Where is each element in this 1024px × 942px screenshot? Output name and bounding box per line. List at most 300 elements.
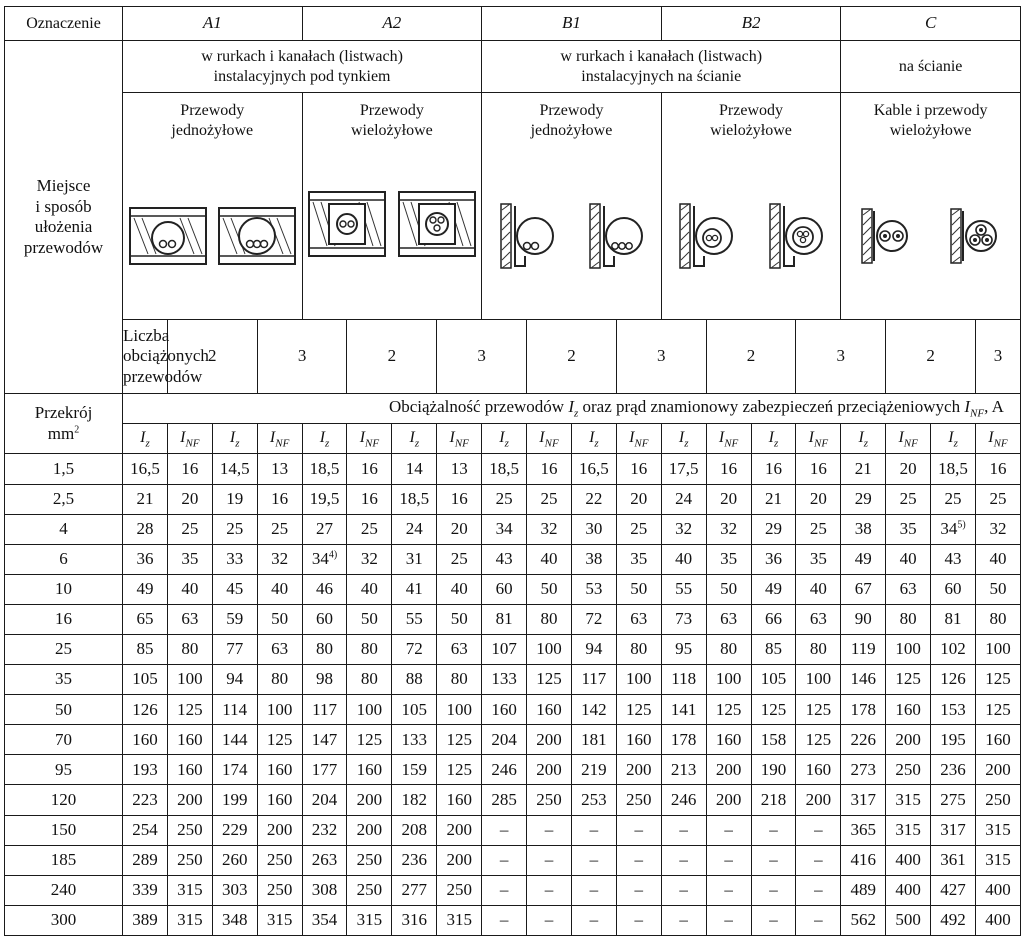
- cell-value: 100: [177, 669, 203, 689]
- col-symbol-sub: NF: [724, 437, 739, 450]
- cell-value: 100: [895, 639, 921, 659]
- table-cell: [616, 755, 661, 785]
- table-cell: [841, 604, 886, 634]
- table-cell: [482, 755, 527, 785]
- cell-value: 142: [581, 699, 607, 719]
- cross-section-value: 6: [5, 544, 123, 574]
- table-cell: [167, 574, 212, 604]
- cell-value: 100: [805, 669, 832, 689]
- table-cell: [931, 875, 976, 905]
- cell-value: 100: [626, 669, 652, 689]
- cell-value: 50: [720, 579, 738, 599]
- table-cell: [571, 454, 616, 484]
- table-cell: [886, 725, 931, 755]
- cell-value: 160: [805, 759, 832, 779]
- cell-value: 31: [405, 549, 423, 569]
- table-cell: [212, 725, 257, 755]
- table-cell: [975, 785, 1020, 815]
- desc-line: w rurkach i kanałach (listwach): [201, 47, 403, 65]
- cell-value: –: [724, 819, 733, 839]
- cell-value: 14,5: [219, 458, 250, 478]
- cell-value: 35: [809, 549, 827, 569]
- cell-value: 67: [854, 579, 872, 599]
- table-cell: [751, 875, 796, 905]
- cell-value: 223: [132, 789, 158, 809]
- col-symbol-sub: NF: [903, 437, 918, 450]
- table-cell: [392, 875, 437, 905]
- table-cell: [123, 484, 168, 514]
- table-cell: [706, 815, 751, 845]
- cell-value: –: [499, 880, 509, 900]
- cell-value: 389: [132, 910, 158, 930]
- col-header-iz: [212, 424, 257, 454]
- table-cell: [975, 604, 1020, 634]
- col-header-iz: [123, 424, 168, 454]
- footnote-mark: 4): [328, 549, 338, 561]
- table-cell: [527, 755, 572, 785]
- type-line: wielożyłowe: [710, 122, 792, 140]
- cell-value: 33: [226, 549, 244, 569]
- cell-value: 263: [311, 849, 338, 869]
- table-cell: [886, 484, 931, 514]
- cell-value: 63: [630, 609, 648, 629]
- cell-value: 40: [809, 579, 827, 599]
- table-cell: [796, 905, 841, 935]
- cross-section-value: 10: [5, 574, 123, 604]
- cell-value: 273: [850, 759, 876, 779]
- cell-value: 25: [495, 488, 513, 508]
- cell-value: 20: [899, 458, 917, 478]
- cross-section-value: 95: [5, 755, 123, 785]
- table-cell: [212, 634, 257, 664]
- table-cell: [571, 574, 616, 604]
- cell-value: 59: [226, 609, 244, 629]
- table-cell: [661, 604, 706, 634]
- table-cell: [931, 755, 976, 785]
- col-symbol-sub: z: [414, 437, 420, 450]
- type-line: Kable i przewody: [873, 102, 988, 120]
- table-cell: [886, 574, 931, 604]
- table-cell: [257, 454, 302, 484]
- cell-value: 20: [181, 488, 199, 508]
- table-cell: [796, 665, 841, 695]
- table-row: [5, 905, 1021, 935]
- col-symbol-sub: NF: [365, 437, 380, 450]
- cell-value: 24: [405, 518, 423, 538]
- col-header-iz: [392, 424, 437, 454]
- table-cell: [931, 574, 976, 604]
- table-cell: [571, 544, 616, 574]
- cell-value: –: [769, 880, 778, 900]
- cell-value: 80: [989, 609, 1007, 629]
- table-cell: [302, 604, 347, 634]
- cell-value: 18,5: [938, 458, 968, 478]
- table-cell: [123, 725, 168, 755]
- caption-part: , A: [984, 396, 1004, 416]
- table-cell: [661, 574, 706, 604]
- table-cell: [931, 544, 976, 574]
- table-cell: [257, 544, 302, 574]
- table-cell: [886, 604, 931, 634]
- cable-on-wall-icon: [856, 203, 916, 269]
- cell-value: 229: [221, 819, 248, 839]
- cell-value: 60: [495, 579, 513, 599]
- cell-value: 246: [491, 759, 517, 779]
- desc-line: instalacyjnych pod tynkiem: [213, 67, 391, 85]
- table-cell: [302, 544, 347, 574]
- table-cell: [796, 875, 841, 905]
- cell-value: 232: [311, 819, 338, 839]
- cell-value: 16: [181, 458, 199, 478]
- table-row: [5, 604, 1021, 634]
- col-header-inf: [167, 424, 212, 454]
- cell-value: 158: [760, 729, 787, 749]
- type-line: Przewody: [359, 102, 424, 120]
- table-cell: [302, 905, 347, 935]
- cell-value: 200: [266, 819, 293, 839]
- on-wall-ducts-desc: [482, 41, 841, 93]
- cell-value: 73: [675, 609, 693, 629]
- table-cell: [347, 604, 392, 634]
- cell-value: 315: [985, 849, 1011, 869]
- cell-value: 49: [854, 549, 872, 569]
- cell-value: 160: [715, 729, 742, 749]
- cell-value: 117: [581, 669, 607, 689]
- col-symbol-sub: z: [773, 437, 779, 450]
- table-cell: [706, 484, 751, 514]
- table-cell: [527, 484, 572, 514]
- table-cell: [392, 574, 437, 604]
- cell-value: 72: [585, 609, 603, 629]
- table-cell: [975, 544, 1020, 574]
- col-symbol-sub: z: [325, 437, 330, 450]
- cell-value: 18,5: [489, 458, 519, 478]
- table-cell: [571, 695, 616, 725]
- cell-value: 181: [581, 729, 607, 749]
- table-cell: [527, 875, 572, 905]
- table-cell: [751, 905, 796, 935]
- cell-value: 25: [540, 488, 558, 508]
- cell-value: 16: [809, 458, 827, 478]
- loaded-label-line: przewodów: [123, 366, 203, 386]
- table-cell: [975, 905, 1020, 935]
- multicore-in-plaster-icon: [307, 190, 387, 258]
- cell-value: 316: [401, 910, 428, 930]
- table-cell: [571, 845, 616, 875]
- cell-value: 107: [491, 639, 517, 659]
- col-symbol-sub: z: [235, 437, 240, 450]
- cell-value: 160: [177, 729, 203, 749]
- table-row: [5, 574, 1021, 604]
- cell-value: –: [634, 819, 644, 839]
- cell-value: 254: [132, 819, 158, 839]
- cell-value: 182: [401, 789, 428, 809]
- cell-value: 400: [895, 849, 921, 869]
- loaded-label-line: Liczba: [123, 326, 170, 346]
- cross-section-value: 16: [5, 604, 123, 634]
- table-cell: [975, 815, 1020, 845]
- table-cell: [571, 905, 616, 935]
- table-cell: [886, 785, 931, 815]
- table-cell: [212, 815, 257, 845]
- table-cell: [437, 695, 482, 725]
- unit-sup: 2: [74, 424, 80, 436]
- cell-value: 32: [675, 518, 693, 538]
- cell-value: 80: [181, 639, 199, 659]
- table-cell: [616, 454, 661, 484]
- cell-value: 16: [360, 458, 378, 478]
- cell-value: 46: [316, 579, 334, 599]
- cell-value: 80: [540, 609, 558, 629]
- table-cell: [796, 845, 841, 875]
- col-symbol-sub: z: [594, 437, 599, 450]
- table-cell: [123, 574, 168, 604]
- cross-section-value: 25: [5, 634, 123, 664]
- table-cell: [167, 755, 212, 785]
- cell-value: 16: [540, 458, 558, 478]
- cell-value: 40: [271, 579, 289, 599]
- table-cell: [302, 695, 347, 725]
- table-cell: [796, 604, 841, 634]
- type-a1: [123, 93, 303, 320]
- table-cell: [167, 544, 212, 574]
- table-cell: [167, 634, 212, 664]
- table-cell: [167, 845, 212, 875]
- col-header-iz: [751, 424, 796, 454]
- col-header-iz: [571, 424, 616, 454]
- table-cell: [751, 574, 796, 604]
- cell-value: 21: [764, 488, 782, 508]
- cell-value: 25: [899, 488, 917, 508]
- conduit-in-plaster-icon: [128, 204, 208, 268]
- cell-value: 277: [401, 880, 428, 900]
- desc-line: instalacyjnych na ścianie: [581, 67, 742, 85]
- cell-value: 317: [940, 819, 966, 839]
- cell-value: 178: [670, 729, 697, 749]
- cell-value: 126: [132, 699, 158, 719]
- col-symbol: I: [539, 429, 545, 447]
- table-cell: [482, 905, 527, 935]
- cell-value: 125: [805, 699, 832, 719]
- table-cell: [527, 514, 572, 544]
- type-line: jednożyłowe: [171, 122, 254, 140]
- table-cell: [841, 785, 886, 815]
- cell-value: 85: [136, 639, 154, 659]
- table-cell: [706, 544, 751, 574]
- table-cell: [123, 604, 168, 634]
- col-symbol-sub: NF: [185, 437, 200, 450]
- table-row: [5, 484, 1021, 514]
- table-cell: [257, 725, 302, 755]
- table-cell: [751, 725, 796, 755]
- cell-value: 16: [989, 458, 1007, 478]
- cell-value: 29: [854, 488, 872, 508]
- caption-part: oraz prąd znamionowy zabezpieczeń przeciążeniowych: [578, 396, 965, 416]
- table-cell: [437, 634, 482, 664]
- cell-value: 160: [446, 789, 472, 809]
- placement-label: [5, 41, 123, 394]
- table-cell: [167, 514, 212, 544]
- table-cell: [302, 785, 347, 815]
- cell-value: 88: [405, 669, 423, 689]
- table-cell: [751, 665, 796, 695]
- table-cell: [257, 785, 302, 815]
- cell-value: 193: [132, 759, 158, 779]
- cell-value: 146: [850, 669, 876, 689]
- cell-value: 427: [940, 880, 966, 900]
- table-cell: [123, 695, 168, 725]
- table-cell: [706, 845, 751, 875]
- table-cell: [392, 544, 437, 574]
- cell-value: 125: [356, 729, 383, 749]
- table-cell: [931, 484, 976, 514]
- cell-value: 118: [671, 669, 697, 689]
- cross-section-label: [5, 394, 123, 454]
- table-cell: [571, 725, 616, 755]
- table-cell: [392, 454, 437, 484]
- cell-value: 200: [715, 759, 742, 779]
- col-header-inf: [437, 424, 482, 454]
- cell-value: 25: [360, 518, 378, 538]
- table-cell: [616, 484, 661, 514]
- table-cell: [257, 905, 302, 935]
- table-cell: [167, 725, 212, 755]
- caption-iz: I: [568, 396, 574, 416]
- col-header-iz: [302, 424, 347, 454]
- table-cell: [975, 755, 1020, 785]
- col-symbol-sub: NF: [993, 437, 1008, 450]
- table-cell: [167, 785, 212, 815]
- cell-value: –: [724, 910, 733, 930]
- table-cell: [167, 454, 212, 484]
- table-cell: [706, 875, 751, 905]
- table-cell: [347, 514, 392, 544]
- table-cell: [437, 725, 482, 755]
- table-cell: [302, 454, 347, 484]
- loaded-count: 3: [437, 319, 527, 393]
- cell-value: 105: [760, 669, 787, 689]
- cell-value: 315: [446, 910, 472, 930]
- cell-value: 236: [401, 849, 428, 869]
- table-row: [5, 514, 1021, 544]
- table-cell: [482, 875, 527, 905]
- table-cell: [931, 604, 976, 634]
- table-cell: [437, 514, 482, 544]
- table-row: [5, 725, 1021, 755]
- cell-value: 361: [940, 849, 966, 869]
- cell-value: 63: [899, 579, 917, 599]
- table-row: [5, 845, 1021, 875]
- table-cell: [482, 604, 527, 634]
- table-cell: [212, 544, 257, 574]
- table-cell: [302, 845, 347, 875]
- cell-value: –: [814, 849, 823, 869]
- type-b2: [661, 93, 841, 320]
- table-cell: [167, 875, 212, 905]
- cell-value: 25: [630, 518, 648, 538]
- table-cell: [931, 785, 976, 815]
- col-symbol: I: [180, 429, 186, 447]
- table-cell: [706, 755, 751, 785]
- cell-value: 400: [985, 910, 1011, 930]
- cell-value: 200: [985, 759, 1011, 779]
- table-cell: [527, 544, 572, 574]
- table-cell: [616, 785, 661, 815]
- table-cell: [931, 695, 976, 725]
- cell-value: 63: [271, 639, 289, 659]
- cell-value: –: [769, 819, 778, 839]
- table-cell: [482, 665, 527, 695]
- table-cell: [975, 875, 1020, 905]
- col-header-iz: [482, 424, 527, 454]
- cross-section-text: Przekrój: [34, 403, 93, 423]
- table-cell: [751, 845, 796, 875]
- table-cell: [616, 574, 661, 604]
- cell-value: 50: [540, 579, 558, 599]
- cell-value: 40: [675, 549, 693, 569]
- table-cell: [482, 484, 527, 514]
- cell-value: 34: [495, 518, 513, 538]
- cell-value: 147: [311, 729, 338, 749]
- col-symbol-sub: NF: [634, 437, 649, 450]
- table-cell: [347, 785, 392, 815]
- cell-value: –: [589, 910, 599, 930]
- cell-value: 63: [181, 609, 199, 629]
- table-cell: [302, 574, 347, 604]
- cell-value: 100: [356, 699, 383, 719]
- table-cell: [392, 755, 437, 785]
- table-cell: [796, 454, 841, 484]
- cell-value: –: [769, 849, 778, 869]
- cell-value: 80: [720, 639, 738, 659]
- cell-value: –: [679, 880, 688, 900]
- table-cell: [751, 815, 796, 845]
- table-cell: [706, 634, 751, 664]
- loaded-count: 2: [167, 319, 257, 393]
- cell-value: 160: [356, 759, 383, 779]
- table-cell: [841, 725, 886, 755]
- table-cell: [975, 634, 1020, 664]
- table-cell: [392, 725, 437, 755]
- cell-value: 285: [491, 789, 517, 809]
- cell-value: 160: [536, 699, 562, 719]
- table-cell: [841, 484, 886, 514]
- table-cell: [841, 665, 886, 695]
- table-cell: [482, 454, 527, 484]
- cell-value: 21: [136, 488, 154, 508]
- cell-value: 25: [809, 518, 827, 538]
- table-cell: [571, 815, 616, 845]
- table-cell: [392, 815, 437, 845]
- cell-value: 95: [675, 639, 693, 659]
- table-cell: [437, 755, 482, 785]
- cell-value: 315: [895, 789, 921, 809]
- col-symbol: I: [409, 429, 415, 447]
- table-cell: [527, 815, 572, 845]
- table-cell: [392, 634, 437, 664]
- cell-value: 43: [495, 549, 513, 569]
- cell-value: 303: [221, 880, 248, 900]
- col-symbol-sub: z: [863, 437, 869, 450]
- table-cell: [616, 544, 661, 574]
- cell-value: 38: [585, 549, 603, 569]
- cell-value: 50: [271, 609, 289, 629]
- cell-value: 348: [221, 910, 248, 930]
- table-cell: [527, 695, 572, 725]
- table-cell: [931, 454, 976, 484]
- cell-value: 315: [266, 910, 293, 930]
- cell-value: 125: [985, 699, 1011, 719]
